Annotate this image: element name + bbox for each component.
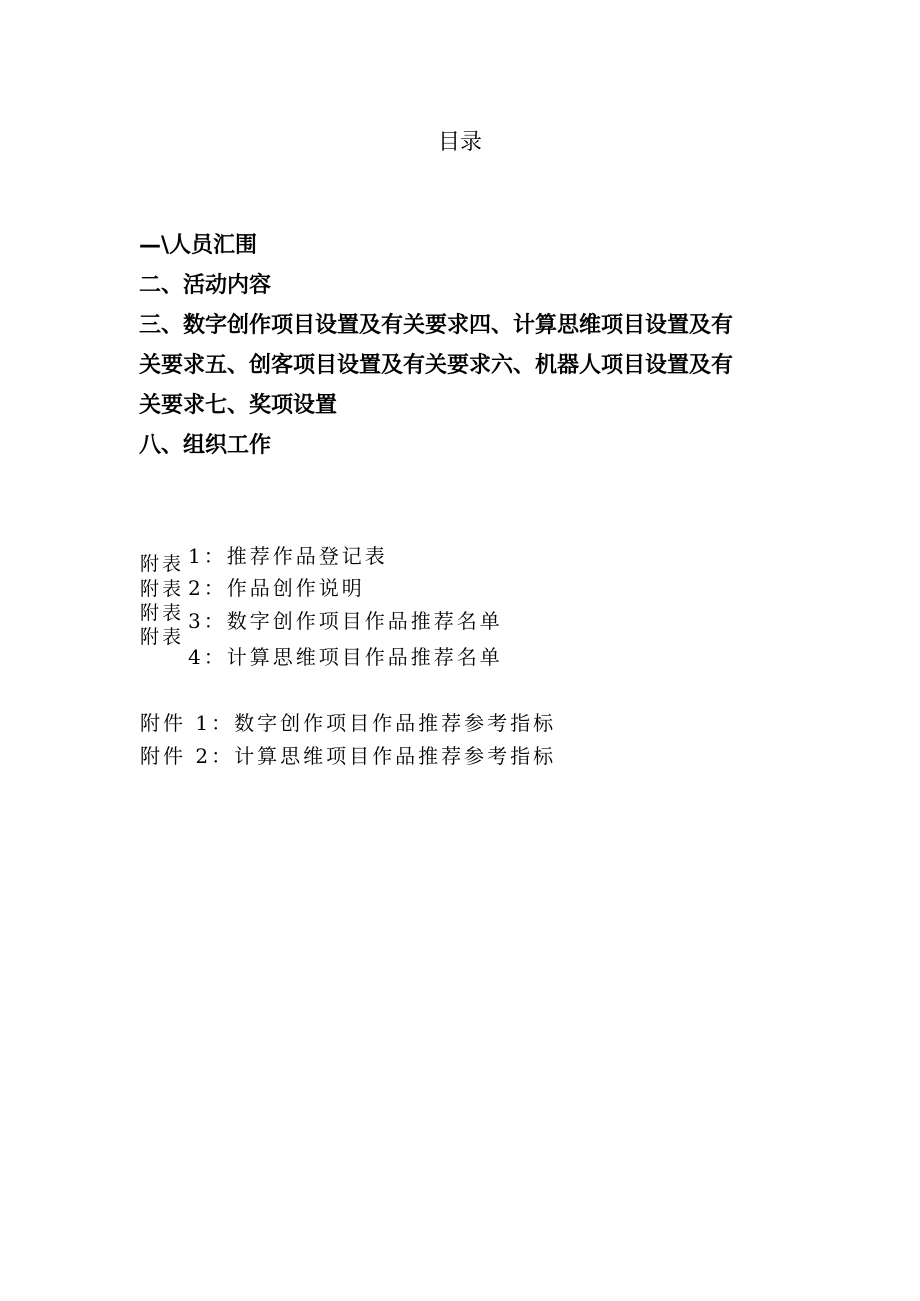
appendix-table-prefix: 附表 [140, 602, 185, 624]
appendix-table-list [140, 540, 700, 680]
appendix-table-prefix: 附表 [140, 578, 185, 600]
toc-line: 三、数字创作项目设置及有关要求四、计算思维项目设置及有 [139, 313, 734, 338]
toc-line: 关要求五、创客项目设置及有关要求六、机器人项目设置及有 [139, 353, 734, 378]
attachment-item: 附件 1：数字创作项目作品推荐参考指标 [140, 711, 557, 735]
document-title: 目录 [437, 130, 482, 155]
appendix-table-item: 1：推荐作品登记表 [188, 544, 388, 568]
attachment-item: 附件 2：计算思维项目作品推荐参考指标 [140, 744, 557, 768]
appendix-table-prefix: 附表 [140, 553, 185, 575]
appendix-table-item: 4：计算思维项目作品推荐名单 [188, 645, 503, 669]
toc-line: 二、活动内容 [139, 273, 272, 298]
toc-line: 关要求七、奖项设置 [139, 393, 338, 418]
table-of-contents [139, 226, 779, 466]
toc-line: —\人员汇围 [139, 233, 258, 258]
appendix-table-item: 3：数字创作项目作品推荐名单 [188, 609, 503, 633]
toc-line: 八、组织工作 [139, 433, 272, 458]
appendix-table-item: 2：作品创作说明 [188, 576, 365, 600]
appendix-table-prefix: 附表 [140, 626, 185, 648]
